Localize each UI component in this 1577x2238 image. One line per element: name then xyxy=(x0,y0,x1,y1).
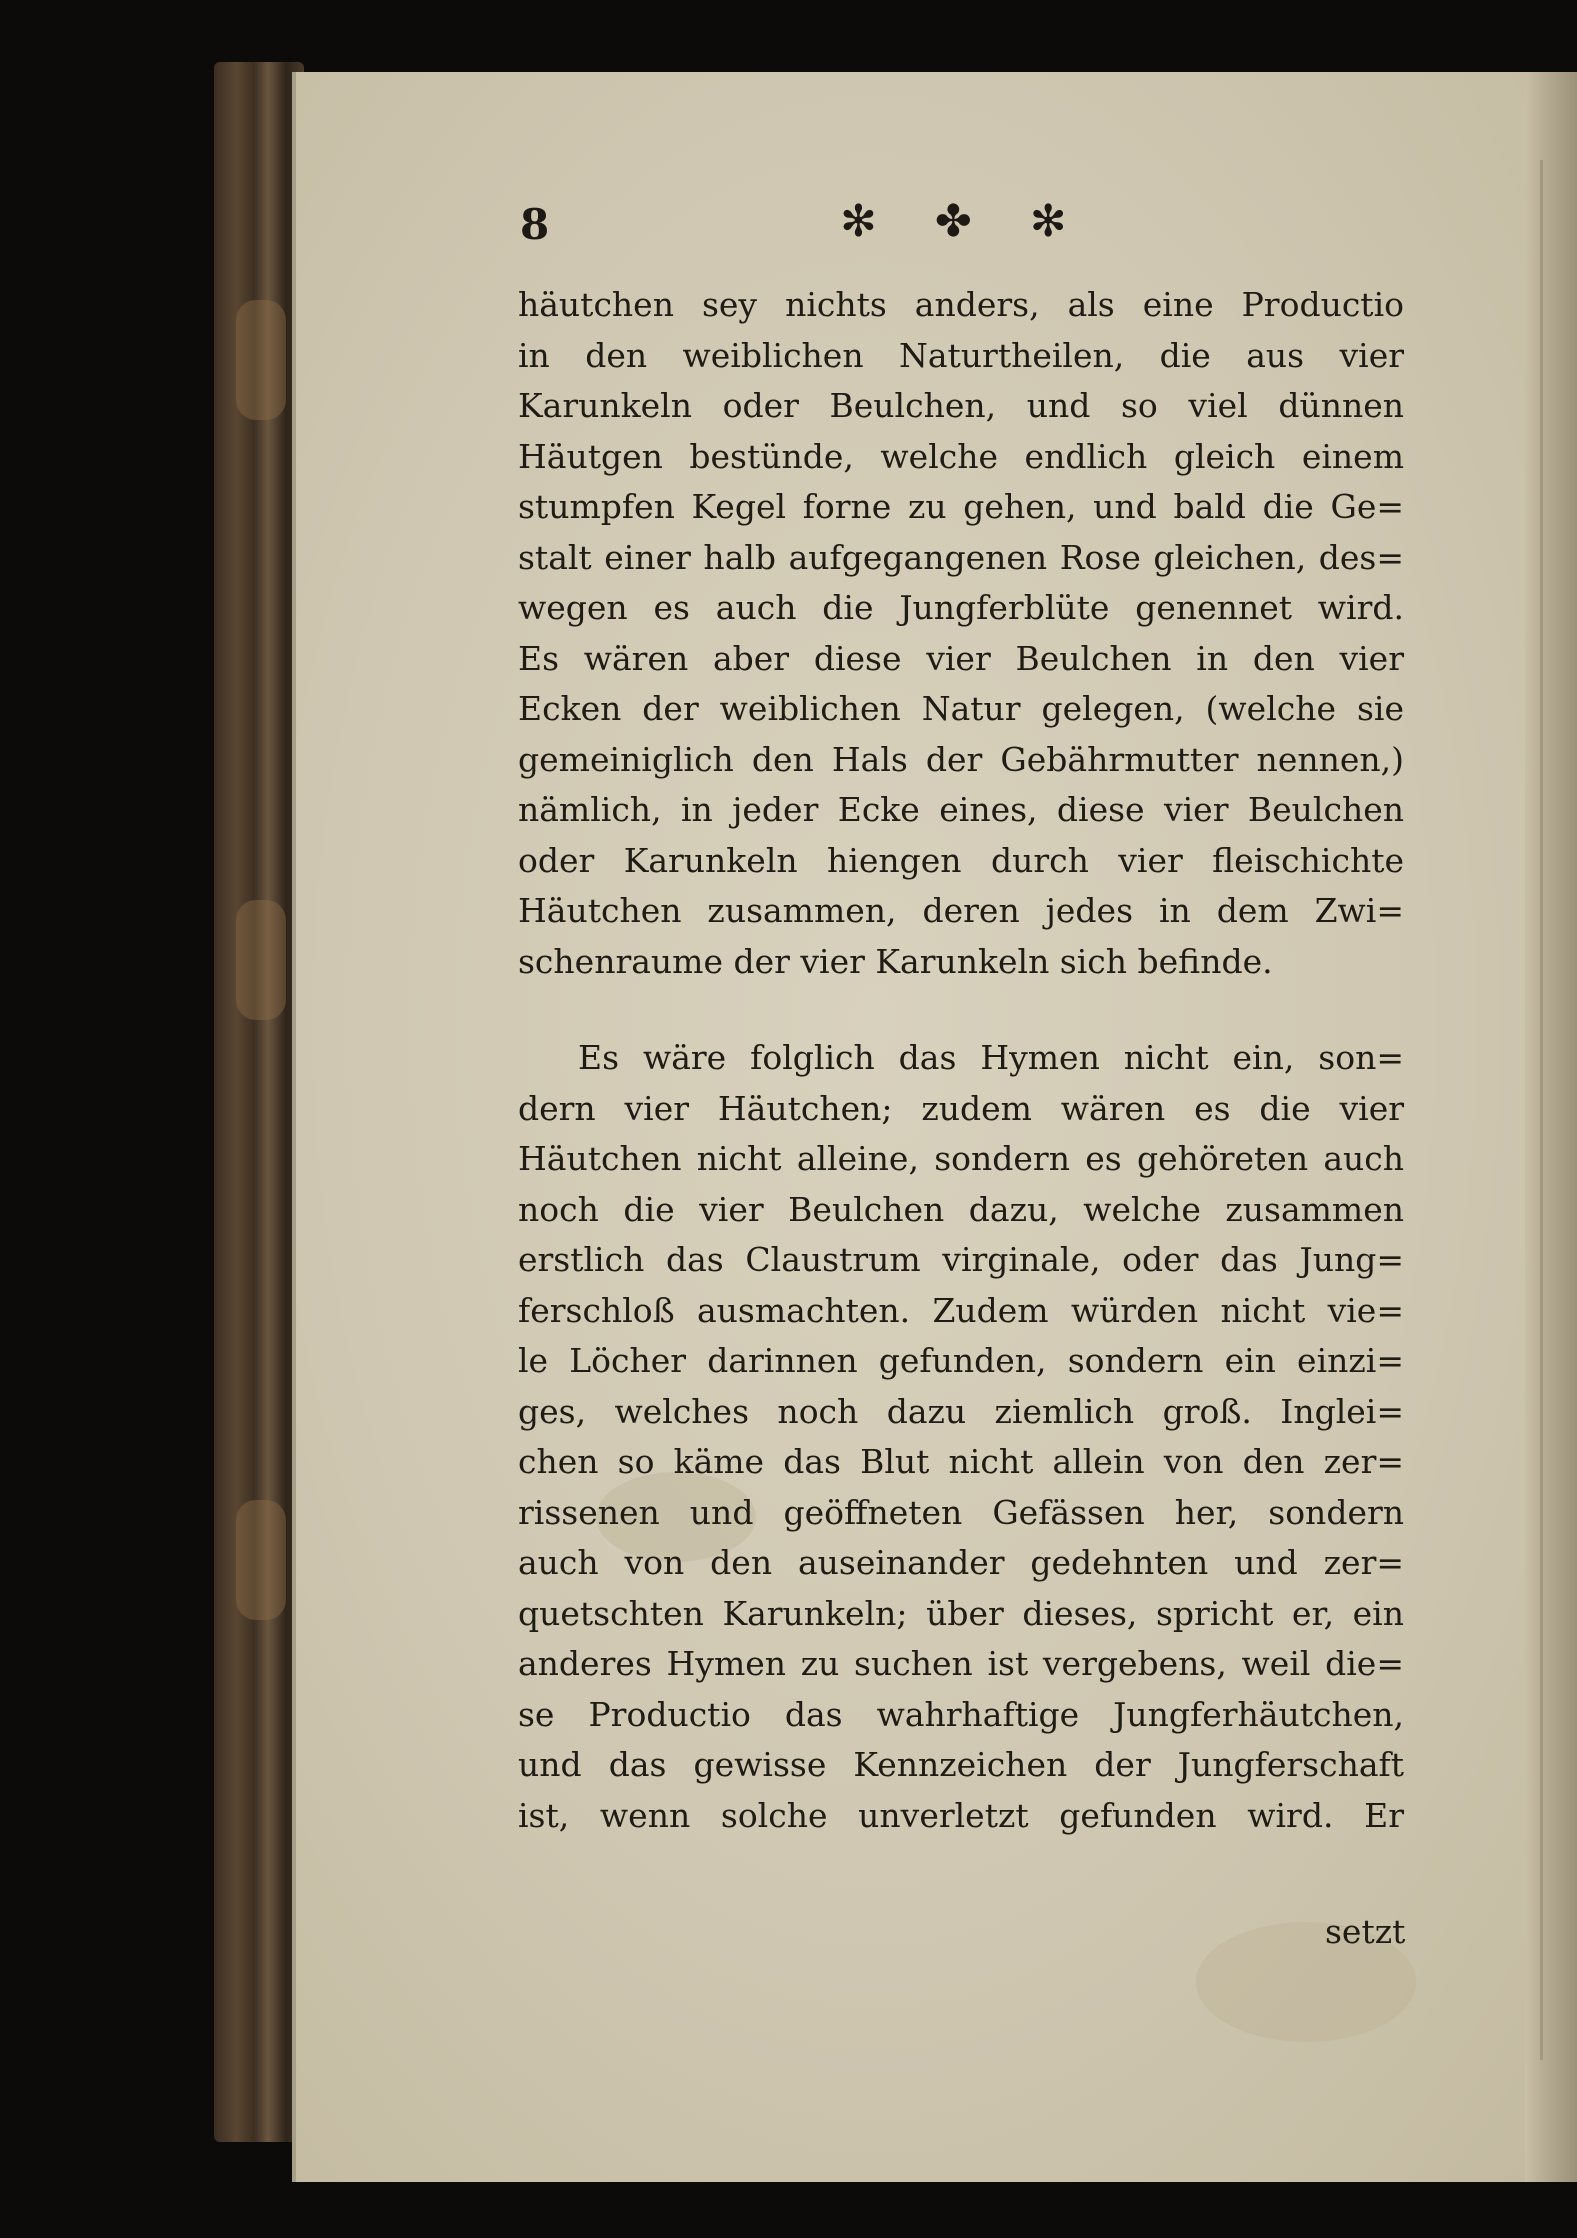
text-line: in den weiblichen Naturtheilen, die aus vier xyxy=(518,335,1404,375)
text-line: le Löcher darinnen gefunden, sondern ein einzi= xyxy=(518,1341,1404,1380)
text-line: noch die vier Beulchen dazu, welche zusammen xyxy=(518,1189,1404,1229)
text-line: stumpfen Kegel forne zu gehen, und bald die Ge= xyxy=(518,487,1404,526)
paragraph xyxy=(518,280,1404,987)
text-line: chen so käme das Blut nicht allein von den zer= xyxy=(518,1442,1404,1481)
text-line: auch von den auseinander gedehnten und zer= xyxy=(518,1543,1404,1582)
text-line: Häutchen nicht alleine, sondern es gehöreten auch xyxy=(518,1139,1404,1178)
text-line: wegen es auch die Jungferblüte genennet wird. xyxy=(518,588,1404,627)
page-header xyxy=(520,196,1400,260)
text-line: gemeiniglich den Hals der Gebährmutter nennen,) xyxy=(518,739,1404,779)
page-edge xyxy=(1525,72,1577,2182)
text-line: und das gewisse Kennzeichen der Jungferschaft xyxy=(518,1745,1404,1784)
text-line: Häutgen bestünde, welche endlich gleich einem xyxy=(518,436,1404,476)
text-line: se Productio das wahrhaftige Jungferhäutchen, xyxy=(518,1694,1404,1734)
text-line: dern vier Häutchen; zudem wären es die vier xyxy=(518,1088,1404,1128)
text-line: Ecken der weiblichen Natur gelegen, (welche sie xyxy=(518,689,1404,728)
text-line: rissenen und geöffneten Gefässen her, sondern xyxy=(518,1492,1404,1532)
text-line: ist, wenn solche unverletzt gefunden wird. Er xyxy=(518,1795,1404,1835)
page-edge-line xyxy=(1540,160,1543,2060)
paragraph xyxy=(518,1033,1404,1841)
body-text xyxy=(518,280,1404,1841)
text-line: Karunkeln oder Beulchen, und so viel dünnen xyxy=(518,386,1404,425)
text-line: Häutchen zusammen, deren jedes in dem Zwi= xyxy=(518,891,1404,930)
text-line: schenraume der vier Karunkeln sich befinde. xyxy=(518,941,1273,981)
text-line: quetschten Karunkeln; über dieses, spricht er, ein xyxy=(518,1593,1404,1633)
header-ornament: ✻ ✤ ✻ xyxy=(840,196,1089,247)
spine-wear-mark xyxy=(236,900,286,1020)
text-line: oder Karunkeln hiengen durch vier fleischichte xyxy=(518,840,1404,880)
catchword: setzt xyxy=(1325,1912,1406,1951)
spine-wear-mark xyxy=(236,300,286,420)
text-line: stalt einer halb aufgegangenen Rose gleichen, des= xyxy=(518,537,1404,577)
text-line: anderes Hymen zu suchen ist vergebens, weil die= xyxy=(518,1644,1404,1683)
text-line: ferschloß ausmachten. Zudem würden nicht vie= xyxy=(518,1290,1404,1330)
text-line: Es wären aber diese vier Beulchen in den vier xyxy=(518,638,1404,678)
text-line: erstlich das Claustrum virginale, oder das Jung= xyxy=(518,1240,1404,1279)
text-line: ges, welches noch dazu ziemlich groß. Inglei= xyxy=(518,1391,1404,1431)
paragraph-gap xyxy=(518,987,1404,1033)
text-line: nämlich, in jeder Ecke eines, diese vier Beulchen xyxy=(518,790,1404,829)
spine-wear-mark xyxy=(236,1500,286,1620)
text-line: Es wäre folglich das Hymen nicht ein, son= xyxy=(578,1038,1404,1077)
page-number: 8 xyxy=(520,200,550,249)
text-line: häutchen sey nichts anders, als eine Productio xyxy=(518,285,1404,324)
